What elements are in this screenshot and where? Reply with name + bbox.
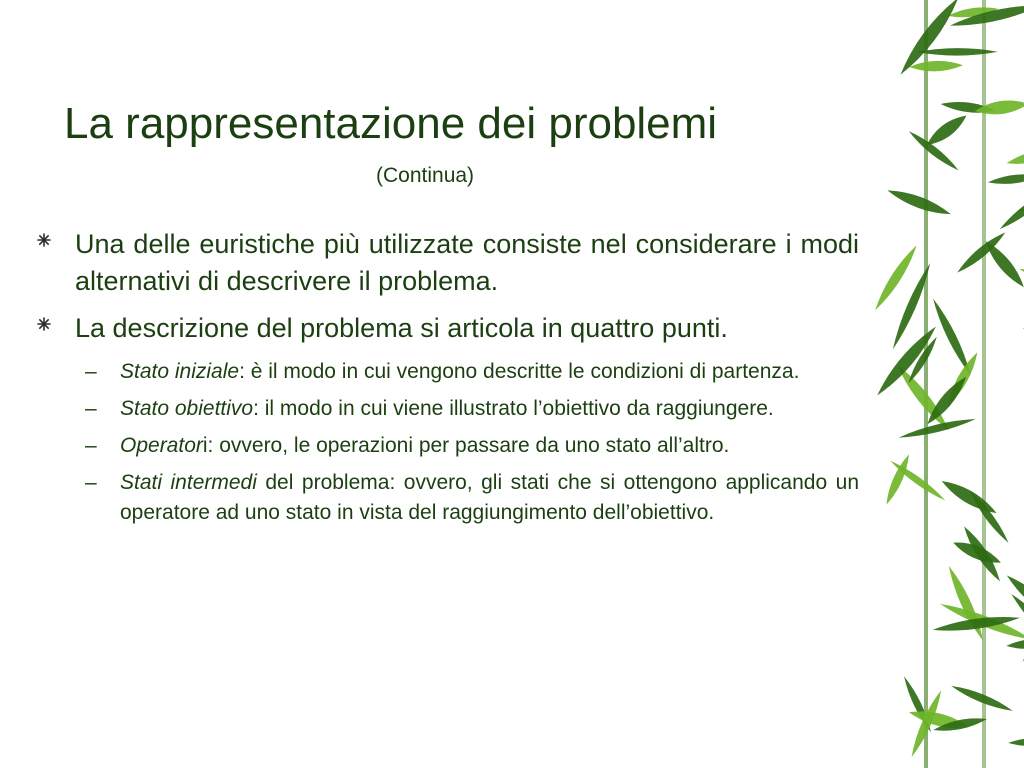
bamboo-leaf [1008,737,1024,747]
bamboo-leaf [1006,637,1024,650]
sub-bullet-item [37,394,859,424]
bamboo-stalk [982,0,986,768]
bullet-item [37,226,859,300]
bamboo-leaf [909,60,963,72]
bamboo-leaf [939,476,1000,519]
bamboo-leaf [944,564,987,643]
bamboo-leaf [987,172,1024,187]
bamboo-leaf [873,323,941,400]
bullet-text: Una delle euristiche più utilizzate consiste nel considerare i modi alternativi di descrivere il problema. [75,229,859,296]
asterisk-star-icon [37,317,51,331]
slide-subtitle: (Continua) [376,164,475,187]
bamboo-leaf [997,184,1024,232]
bullet-text: La descrizione del problema si articola in quattro punti. [75,313,728,343]
sub-bullet-item [37,431,859,461]
slide-title: La rappresentazione dei problemi [64,99,718,148]
sub-bullet-item [37,468,859,528]
sub-bullet-term: Stato iniziale [120,360,240,383]
bamboo-leaf [886,185,953,219]
bamboo-leaf [1005,144,1024,168]
bamboo-leaf [923,111,970,151]
bamboo-leaf [974,97,1024,117]
sub-bullet-term: Stati intermedi [120,471,257,494]
bamboo-leaf [882,452,913,506]
sub-bullet-text: del problema: ovvero, gli stati che si ottengono applicando un operatore ad uno stato in vista del raggiungimento dell’obiettivo. [120,471,859,524]
bamboo-stalk [924,0,928,768]
dash-marker: – [85,434,97,457]
sub-bullet-item [37,357,859,387]
sub-bullet-text: i: ovvero, le operazioni per passare da uno stato all’altro. [202,434,730,457]
asterisk-star-icon [37,233,51,247]
bamboo-leaves-decoration [854,0,1024,768]
dash-marker: – [85,360,97,383]
slide-content [37,226,859,535]
sub-bullet-text: : è il modo in cui vengono descritte le condizioni di partenza. [239,360,800,383]
bamboo-leaf [950,682,1015,714]
sub-bullet-term: Stato obiettivo [120,397,254,420]
bullet-item [37,310,859,347]
dash-marker: – [85,471,97,494]
sub-bullet-text: : il modo in cui viene illustrato l’obiettivo da raggiungere. [253,397,774,420]
dash-marker: – [85,397,97,420]
sub-bullet-term: Operator [120,434,203,457]
